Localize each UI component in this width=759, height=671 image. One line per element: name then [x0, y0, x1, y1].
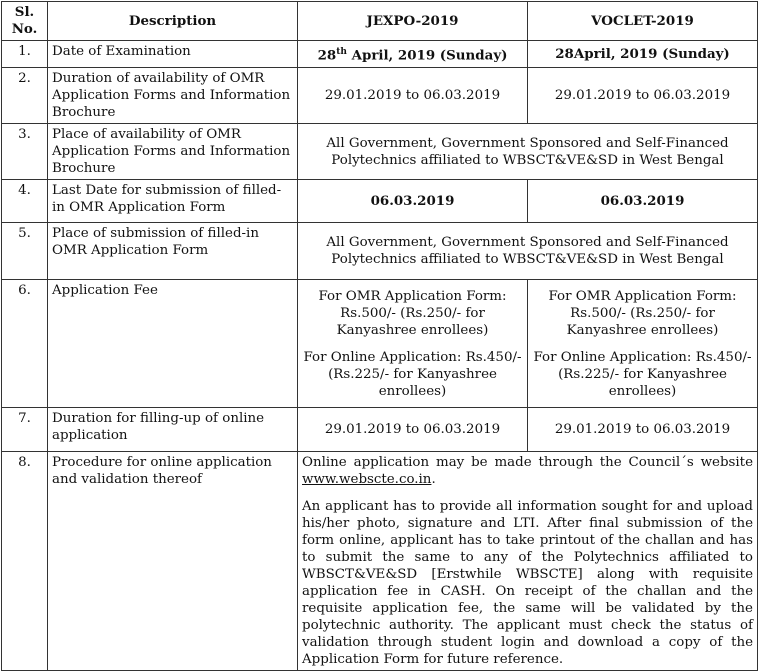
row-description: Last Date for submission of filled-in OMR Application Form — [48, 180, 298, 223]
jexpo-exam-date: 28th April, 2019 (Sunday) — [298, 41, 528, 68]
council-website-link[interactable]: www.webscte.co.in — [302, 472, 432, 487]
row-number: 3. — [2, 124, 48, 180]
row-number: 8. — [2, 452, 48, 671]
voclet-online-fee: For Online Application: Rs.450/- (Rs.225/- for Kanyashree enrollees) — [533, 349, 752, 399]
row-description: Duration of availability of OMR Application Forms and Information Brochure — [48, 68, 298, 124]
table-row — [2, 280, 758, 408]
merged-value: All Government, Government Sponsored and Self-Financed Polytechnics affiliated to WBSCT&VE&SD in West Bengal — [298, 223, 758, 280]
procedure-details: An applicant has to provide all information sought for and upload his/her photo, signature and LTI. After final submission of the form online, applicant has to take printout of the challan and has to submit the same to any of the Polytechnics affiliated to WBSCT&VE&SD [Erstwhile WBSCTE] along with requisite application fee in CASH. On receipt of the challan and the requisite application fee, the same will be validated by the polytechnic authority. The applicant must check the status of validation through student login and download a copy of the Application Form for future reference. — [302, 499, 753, 667]
jexpo-value: 29.01.2019 to 06.03.2019 — [298, 68, 528, 124]
jexpo-value: 29.01.2019 to 06.03.2019 — [298, 408, 528, 452]
voclet-fee — [528, 280, 758, 408]
table-row — [2, 452, 758, 671]
header-sl-no: Sl. No. — [2, 2, 48, 41]
row-description: Place of submission of filled-in OMR Application Form — [48, 223, 298, 280]
voclet-value: 06.03.2019 — [528, 180, 758, 223]
header-description: Description — [48, 2, 298, 41]
header-row — [2, 2, 758, 41]
voclet-value: 29.01.2019 to 06.03.2019 — [528, 408, 758, 452]
row-description: Place of availability of OMR Application Forms and Information Brochure — [48, 124, 298, 180]
row-number: 4. — [2, 180, 48, 223]
row-number: 6. — [2, 280, 48, 408]
table-row — [2, 223, 758, 280]
exam-schedule-table — [1, 1, 758, 671]
row-number: 1. — [2, 41, 48, 68]
table-row — [2, 68, 758, 124]
voclet-value: 29.01.2019 to 06.03.2019 — [528, 68, 758, 124]
jexpo-fee — [298, 280, 528, 408]
procedure-text: Online application may be made through the Council´s website www.webscte.co.in. An applicant has to provide all information sought for and upload his/her photo, signature and LTI. After final submission of the form online, applicant has to take printout of the challan and has to submit the same to any of the Polytechnics affiliated to WBSCT&VE&SD [Erstwhile WBSCTE] along with requisite application fee in CASH. On receipt of the challan and the requisite application fee, the same will be validated by the polytechnic authority. The applicant must check the status of validation through student login and download a copy of the Application Form for future reference. — [298, 452, 758, 671]
row-description: Date of Examination — [48, 41, 298, 68]
row-description: Duration for filling-up of online application — [48, 408, 298, 452]
row-description: Procedure for online application and validation thereof — [48, 452, 298, 671]
voclet-omr-fee: For OMR Application Form: Rs.500/- (Rs.250/- for Kanyashree enrollees) — [548, 288, 737, 338]
row-number: 5. — [2, 223, 48, 280]
row-number: 2. — [2, 68, 48, 124]
row-description: Application Fee — [48, 280, 298, 408]
procedure-intro: Online application may be made through the Council´s website — [302, 455, 753, 470]
table-row — [2, 41, 758, 68]
header-voclet: VOCLET-2019 — [528, 2, 758, 41]
voclet-exam-date: 28April, 2019 (Sunday) — [528, 41, 758, 68]
row-number: 7. — [2, 408, 48, 452]
table-row — [2, 180, 758, 223]
merged-value: All Government, Government Sponsored and Self-Financed Polytechnics affiliated to WBSCT&VE&SD in West Bengal — [298, 124, 758, 180]
jexpo-omr-fee: For OMR Application Form: Rs.500/- (Rs.250/- for Kanyashree enrollees) — [318, 288, 507, 338]
table-row — [2, 124, 758, 180]
jexpo-value: 06.03.2019 — [298, 180, 528, 223]
jexpo-online-fee: For Online Application: Rs.450/- (Rs.225/- for Kanyashree enrollees) — [303, 349, 522, 399]
table-row — [2, 408, 758, 452]
header-jexpo: JEXPO-2019 — [298, 2, 528, 41]
